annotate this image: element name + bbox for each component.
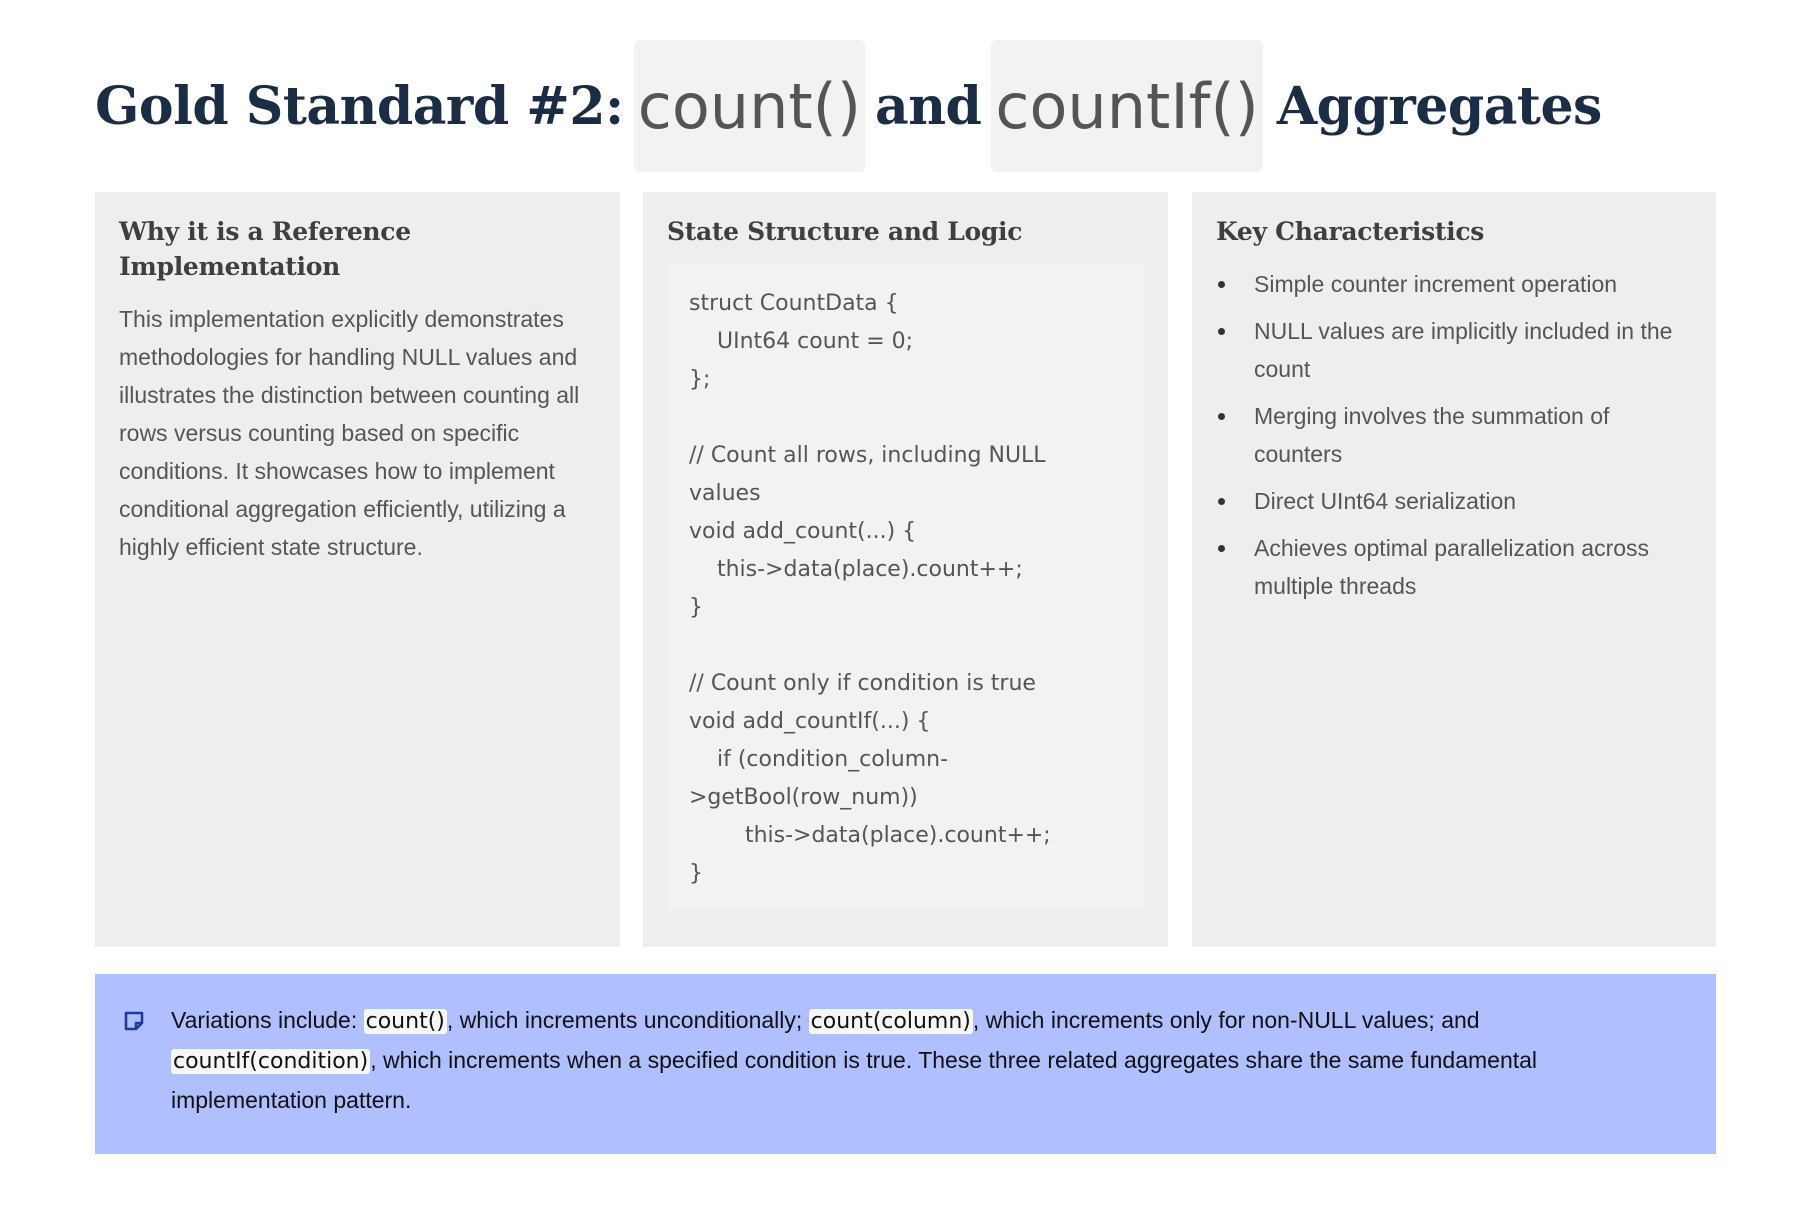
reference-card-heading: Why it is a Reference Implementation xyxy=(119,217,411,281)
title-suffix: Aggregates xyxy=(1276,75,1602,137)
bullet-icon xyxy=(1218,545,1225,552)
state-code-block xyxy=(667,265,1145,910)
title-middle: and xyxy=(875,75,982,137)
code-line: void add_countIf(...) { xyxy=(689,709,931,734)
characteristics-card-heading: Key Characteristics xyxy=(1216,217,1485,246)
callout-text-1: , which increments unconditionally; xyxy=(446,1007,809,1033)
list-item xyxy=(1216,529,1692,605)
code-line: // Count only if condition is true xyxy=(689,671,1036,696)
list-item xyxy=(1216,265,1692,303)
callout-code-count: count() xyxy=(365,1009,445,1034)
list-item-text: Direct UInt64 serialization xyxy=(1254,488,1517,514)
title-code-count: count() xyxy=(634,40,865,172)
bullet-icon xyxy=(1218,281,1225,288)
code-line: this->data(place).count++; xyxy=(689,823,1051,848)
list-item-text: Achieves optimal parallelization across multiple threads xyxy=(1254,535,1650,599)
list-item-text: Simple counter increment operation xyxy=(1254,271,1618,297)
title-code-countif: countIf() xyxy=(991,40,1262,172)
state-card xyxy=(643,192,1168,947)
code-line: } xyxy=(689,595,703,620)
code-line: UInt64 count = 0; xyxy=(689,329,914,354)
variations-callout xyxy=(95,974,1716,1154)
code-line: }; xyxy=(689,367,711,392)
callout-text xyxy=(171,1001,1676,1119)
code-line xyxy=(689,627,1123,665)
characteristics-card xyxy=(1192,192,1716,947)
characteristics-list xyxy=(1216,265,1692,605)
bullet-icon xyxy=(1218,328,1225,335)
list-item-text: Merging involves the summation of counters xyxy=(1254,403,1610,467)
page-title xyxy=(95,40,1602,172)
code-line: this->data(place).count++; xyxy=(689,557,1023,582)
list-item xyxy=(1216,397,1692,473)
callout-text-3: , which increments when a specified condition is true. These three related aggregates share the same fundamental implementation pattern. xyxy=(171,1047,1538,1113)
code-line: struct CountData { xyxy=(689,291,899,316)
callout-text-2: , which increments only for non-NULL values; and xyxy=(972,1007,1480,1033)
list-item xyxy=(1216,482,1692,520)
note-icon xyxy=(123,1010,145,1032)
reference-card-body: This implementation explicitly demonstrates methodologies for handling NULL values and illustrates the distinction between counting all rows versus counting based on specific conditions. It showcases how to implement conditional aggregation efficiently, utilizing a highly efficient state structure. xyxy=(119,306,580,560)
callout-code-count-column: count(column) xyxy=(810,1009,971,1034)
callout-intro: Variations include: xyxy=(171,1007,364,1033)
code-line: } xyxy=(689,861,703,886)
state-card-heading: State Structure and Logic xyxy=(667,217,1023,246)
title-prefix: Gold Standard #2: xyxy=(95,75,624,137)
callout-code-countif: countIf(condition) xyxy=(173,1049,369,1074)
reference-card xyxy=(95,192,620,947)
code-line xyxy=(689,399,1123,437)
bullet-icon xyxy=(1218,413,1225,420)
code-line: // Count all rows, including NULL values xyxy=(689,443,1053,506)
bullet-icon xyxy=(1218,498,1225,505)
code-line: void add_count(...) { xyxy=(689,519,917,544)
code-line: if (condition_column->getBool(row_num)) xyxy=(689,747,949,810)
list-item-text: NULL values are implicitly included in the count xyxy=(1254,318,1673,382)
list-item xyxy=(1216,312,1692,388)
